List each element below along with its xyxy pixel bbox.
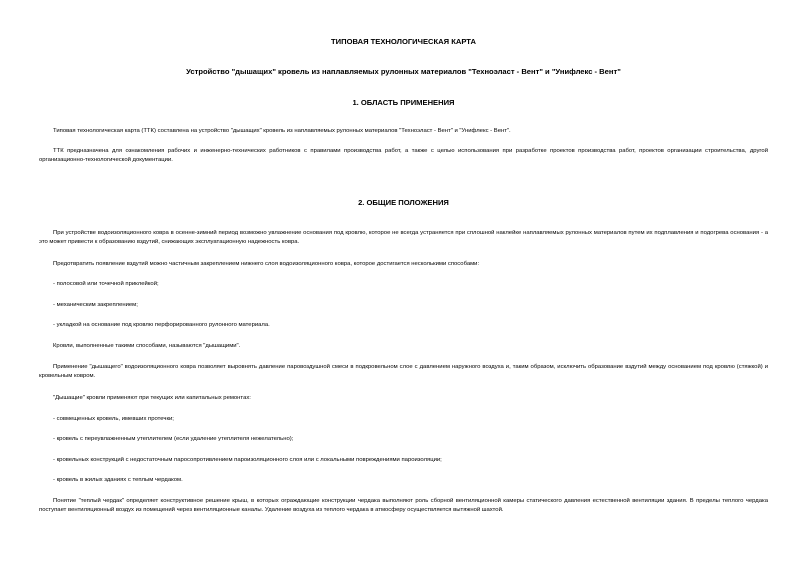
section-2-paragraph-5: "Дышащие" кровли применяют при текущих или капитальных ремонтах: <box>53 395 251 401</box>
section-2-paragraph-4: Применение "дышащего" водоизоляционного ковра позволяет выровнять давление паровоздушной смеси в подкровельном слое с давлением наружного воздуха и, таким образом, исключить образование вздутий между основанием под кровлю (стяжкой) и кровельным ковром. <box>39 364 768 379</box>
section-2-heading: 2. ОБЩИЕ ПОЛОЖЕНИЯ <box>358 198 449 207</box>
section-2-paragraph-6: Понятие "теплый чердак" определяет конструктивное решение крыш, в которых ограждающие конструкции чердака выполняют роль сборной вентиляционной камеры статического давления естественной вентиляции здания. В пределы теплого чердака поступает вентиляционный воздух из помещений через вентиляционные каналы. Удаление воздуха из теплого чердака в атмосферу осуществляется вытяжной шахтой. <box>39 498 768 513</box>
section-2-paragraph-3: Кровли, выполненные такими способами, называются "дышащими". <box>53 343 241 349</box>
repair-item: - кровельных конструкций с недостаточным паросопротивлением пароизоляционного слоя или с локальными повреждениями пароизоляции; <box>53 457 442 463</box>
section-1-paragraph-2: ТТК предназначена для ознакомления рабочих и инженерно-технических работников с правилами производства работ, а также с целью использования при разработке проектов производства работ, проектов организации строительства, другой организационно-технологической документации. <box>39 148 768 163</box>
repair-item: - кровель с переувлажненным утеплителем (если удаление утеплителя нежелательно); <box>53 436 294 442</box>
method-item: - укладкой на основание под кровлю перфорированного рулонного материала. <box>53 322 270 328</box>
document-subtitle: Устройство "дышащих" кровель из наплавляемых рулонных материалов "Техноэласт - Вент" и "Унифлекс - Вент" <box>186 67 621 76</box>
section-2-paragraph-2: Предотвратить появление вздутий можно частичным закреплением нижнего слоя водоизоляционного ковра, которое достигается несколькими способами: <box>53 261 480 267</box>
document-title: ТИПОВАЯ ТЕХНОЛОГИЧЕСКАЯ КАРТА <box>331 37 476 46</box>
repair-item: - совмещенных кровель, имевших протечки; <box>53 416 174 422</box>
repair-item: - кровель в жилых зданиях с теплым чердаком. <box>53 477 183 483</box>
section-2-paragraph-1: При устройстве водоизоляционного ковра в осенне-зимний период возможно увлажнение основания под кровлю, которое не всегда устраняется при сплошной наклейке наплавляемых рулонных материалов путем их подплавления и подогрева основания - а это может привести к образованию вздутий, снижающих эксплуатационную надежность ковра. <box>39 230 768 245</box>
method-item: - механическим закреплением; <box>53 302 138 308</box>
method-item: - полосовой или точечной приклейкой; <box>53 281 159 287</box>
section-1-paragraph-1: Типовая технологическая карта (ТТК) составлена на устройство "дышащих" кровель из наплавляемых рулонных материалов "Техноэласт - Вент" и "Унифлекс - Вент". <box>53 128 511 134</box>
section-1-heading: 1. ОБЛАСТЬ ПРИМЕНЕНИЯ <box>352 98 455 107</box>
